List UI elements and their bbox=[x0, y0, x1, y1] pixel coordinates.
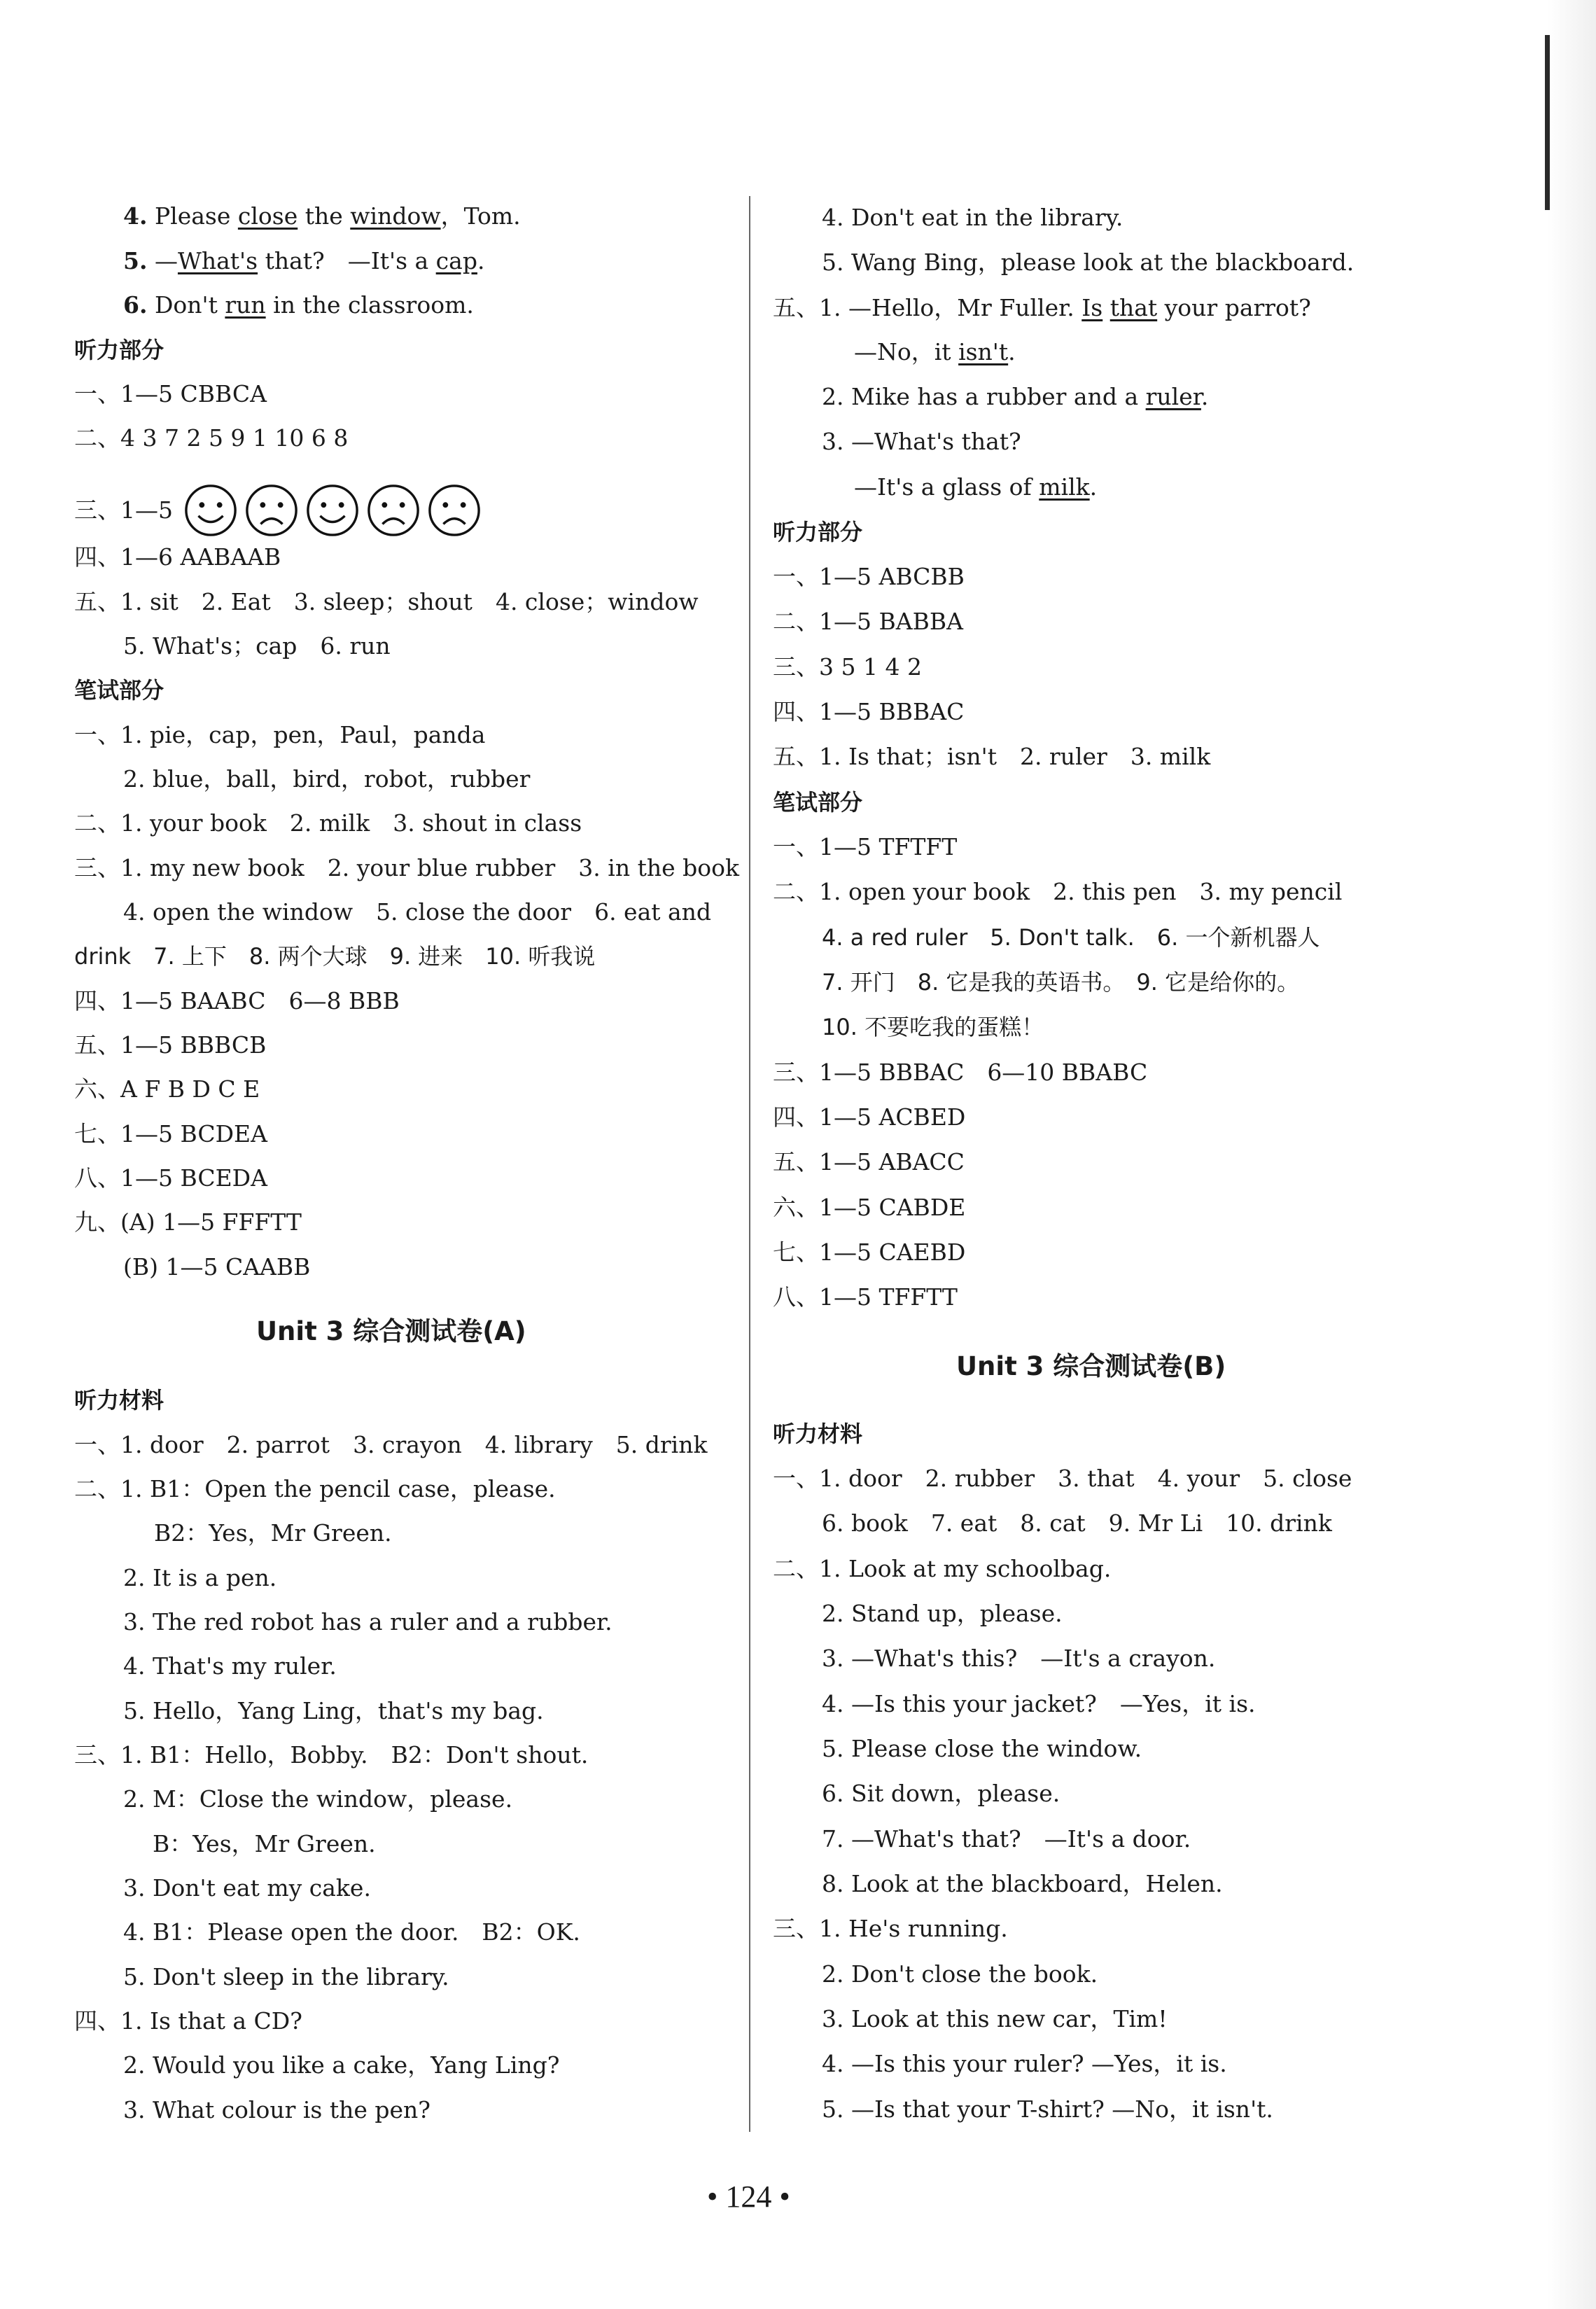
answer-line: 八、1—5 BCEDA bbox=[74, 1164, 267, 1192]
frown-face-icon bbox=[427, 483, 482, 538]
answer-line: 5. What's；cap 6. run bbox=[123, 632, 391, 660]
answer-line: 四、1—5 BBBAC bbox=[773, 698, 965, 725]
answer-line: 6. Don't run in the classroom. bbox=[123, 291, 474, 319]
answer-line: 五、1. sit 2. Eat 3. sleep；shout 4. close；window bbox=[74, 588, 699, 615]
answer-line: 4. open the window 5. close the door 6. eat and bbox=[123, 898, 712, 926]
answer-line: 三、3 5 1 4 2 bbox=[773, 653, 922, 681]
material-line: 5. Please close the window. bbox=[822, 1735, 1142, 1762]
material-line: 2. Stand up，please. bbox=[822, 1600, 1063, 1627]
answer-line: 一、1—5 TFTFT bbox=[773, 833, 958, 860]
answer-line: 五、1—5 ABACC bbox=[773, 1148, 965, 1176]
material-line: 3. What colour is the pen? bbox=[123, 2096, 430, 2123]
material-line: 3. Don't eat my cake. bbox=[123, 1874, 371, 1902]
page-edge-shadow bbox=[1547, 0, 1596, 2309]
material-line: 5. —Is that your T-shirt? —No，it isn't. bbox=[822, 2095, 1273, 2123]
test-title-b: Unit 3 综合测试卷(B) bbox=[956, 1351, 1226, 1381]
material-line: B：Yes，Mr Green. bbox=[153, 1830, 376, 1857]
material-line: 6. Sit down，please. bbox=[822, 1780, 1060, 1807]
material-line: 2. Don't close the book. bbox=[822, 1960, 1098, 1988]
answer-line: 3. —What's that? bbox=[822, 428, 1021, 455]
material-line: 7. —What's that? —It's a door. bbox=[822, 1825, 1191, 1853]
answer-line: 2. blue，ball，bird，robot，rubber bbox=[123, 765, 531, 793]
answer-line: 7. 开门 8. 它是我的英语书。 9. 它是给你的。 bbox=[822, 969, 1300, 996]
material-line: 4. B1：Please open the door. B2：OK. bbox=[123, 1918, 580, 1946]
material-line: 3. —What's this? —It's a crayon. bbox=[822, 1645, 1216, 1672]
material-line: 一、1. door 2. parrot 3. crayon 4. library 5. drink bbox=[74, 1431, 708, 1458]
answer-line: drink 7. 上下 8. 两个大球 9. 进来 10. 听我说 bbox=[74, 943, 596, 970]
answer-line: 5. —What's that? —It's a cap. bbox=[123, 247, 485, 274]
answer-line: 八、1—5 TFFTT bbox=[773, 1283, 958, 1311]
material-line: 一、1. door 2. rubber 3. that 4. your 5. close bbox=[773, 1465, 1352, 1492]
section-heading-material: 听力材料 bbox=[74, 1387, 164, 1414]
smile-face-icon bbox=[305, 483, 360, 538]
page-number: • 124 • bbox=[707, 2179, 790, 2214]
binding-mark bbox=[1545, 35, 1550, 210]
answer-line: 五、1. —Hello，Mr Fuller. Is that your parrot? bbox=[773, 294, 1311, 321]
smile-face-icon bbox=[183, 483, 238, 538]
answer-line: 5. Wang Bing，please look at the blackboard. bbox=[822, 249, 1354, 276]
material-line: 3. Look at this new car，Tim! bbox=[822, 2005, 1168, 2032]
material-line: 5. Don't sleep in the library. bbox=[123, 1963, 449, 1990]
answer-line: —No，it isn't. bbox=[854, 338, 1016, 365]
answer-line-faces: 三、1—5 bbox=[74, 483, 488, 545]
material-line: 2. Would you like a cake，Yang Ling? bbox=[123, 2051, 560, 2079]
material-line: 4. —Is this your ruler? —Yes，it is. bbox=[822, 2050, 1227, 2077]
answer-line: 六、A F B D C E bbox=[74, 1075, 260, 1103]
test-title-a: Unit 3 综合测试卷(A) bbox=[256, 1316, 526, 1346]
answer-line: (B) 1—5 CAABB bbox=[123, 1253, 311, 1281]
section-heading-written: 笔试部分 bbox=[74, 677, 164, 704]
answer-line: 一、1—5 CBBCA bbox=[74, 380, 267, 407]
answer-line: 五、1—5 BBBCB bbox=[74, 1031, 267, 1059]
answer-line: 二、4 3 7 2 5 9 1 10 6 8 bbox=[74, 424, 349, 452]
material-line: 4. That's my ruler. bbox=[123, 1652, 337, 1680]
material-line: 2. M：Close the window，please. bbox=[123, 1785, 513, 1813]
answer-line: 一、1. pie，cap，pen，Paul，panda bbox=[74, 721, 486, 748]
face-icons bbox=[183, 483, 488, 538]
section-heading-material: 听力材料 bbox=[773, 1421, 863, 1447]
material-line: 5. Hello，Yang Ling，that's my bag. bbox=[123, 1697, 544, 1724]
material-line: 4. —Is this your jacket? —Yes，it is. bbox=[822, 1690, 1256, 1717]
section-heading-listening: 听力部分 bbox=[74, 337, 164, 363]
material-line: 三、1. He's running. bbox=[773, 1915, 1008, 1942]
material-line: 3. The red robot has a ruler and a rubber. bbox=[123, 1608, 612, 1635]
section-heading-written: 笔试部分 bbox=[773, 789, 863, 816]
answer-line: 二、1—5 BABBA bbox=[773, 608, 963, 635]
answer-line: 六、1—5 CABDE bbox=[773, 1194, 966, 1221]
answer-line: 九、(A) 1—5 FFFTT bbox=[74, 1208, 302, 1236]
material-line: 三、1. B1：Hello，Bobby. B2：Don't shout. bbox=[74, 1741, 589, 1769]
answer-line: 二、1. your book 2. milk 3. shout in class bbox=[74, 809, 582, 837]
frown-face-icon bbox=[366, 483, 421, 538]
answer-line: 三、1. my new book 2. your blue rubber 3. in the book bbox=[74, 854, 739, 881]
answer-line: 七、1—5 BCDEA bbox=[74, 1120, 267, 1147]
answer-line: 二、1. open your book 2. this pen 3. my pencil bbox=[773, 878, 1343, 905]
section-heading-listening: 听力部分 bbox=[773, 519, 863, 545]
answer-line: 四、1—6 AABAAB bbox=[74, 543, 281, 571]
answer-line: 四、1—5 ACBED bbox=[773, 1103, 966, 1131]
answer-line: 4. Don't eat in the library. bbox=[822, 204, 1124, 231]
material-line: 二、1. B1：Open the pencil case，please. bbox=[74, 1475, 556, 1502]
answer-line: 五、1. Is that；isn't 2. ruler 3. milk bbox=[773, 743, 1211, 770]
answer-line: 四、1—5 BAABC 6—8 BBB bbox=[74, 987, 400, 1014]
material-line: 四、1. Is that a CD? bbox=[74, 2007, 302, 2035]
answer-line: 10. 不要吃我的蛋糕！ bbox=[822, 1014, 1044, 1040]
column-divider bbox=[749, 196, 750, 2132]
answer-line: 七、1—5 CAEBD bbox=[773, 1239, 966, 1266]
material-line: 2. It is a pen. bbox=[123, 1564, 277, 1591]
frown-face-icon bbox=[244, 483, 299, 538]
answer-line: 2. Mike has a rubber and a ruler. bbox=[822, 383, 1209, 410]
material-line: 二、1. Look at my schoolbag. bbox=[773, 1555, 1112, 1582]
material-line: B2：Yes，Mr Green. bbox=[154, 1519, 392, 1547]
answer-line: 三、1—5 BBBAC 6—10 BBABC bbox=[773, 1059, 1148, 1086]
answer-line: —It's a glass of milk. bbox=[854, 473, 1098, 501]
answer-line: 4. Please close the window，Tom. bbox=[123, 202, 521, 230]
answer-line: 4. a red ruler 5. Don't talk. 6. 一个新机器人 bbox=[822, 924, 1320, 951]
answer-line: 一、1—5 ABCBB bbox=[773, 563, 965, 590]
material-line: 6. book 7. eat 8. cat 9. Mr Li 10. drink bbox=[822, 1509, 1332, 1537]
material-line: 8. Look at the blackboard，Helen. bbox=[822, 1870, 1223, 1897]
